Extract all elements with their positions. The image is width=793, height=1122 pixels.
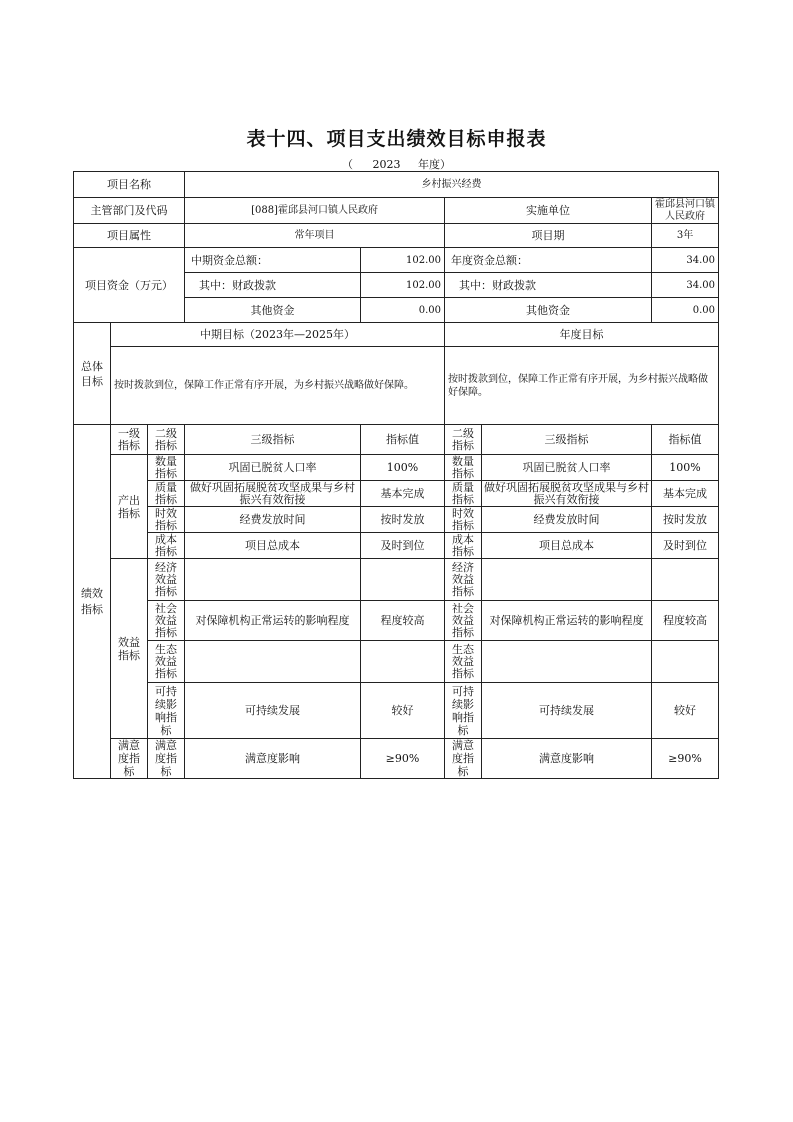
dept-label: 主管部门及代码: [74, 198, 185, 224]
value-year: [652, 559, 719, 601]
year-total-value: 34.00: [652, 248, 719, 273]
l2-mid: 可持续影响指标: [148, 683, 185, 739]
mid-fiscal-label: 其中：财政拨款: [185, 273, 361, 298]
page-title: 表十四、项目支出绩效目标申报表: [246, 128, 547, 150]
table-row: [74, 533, 719, 559]
year-fiscal-label: 其中：财政拨款: [445, 273, 652, 298]
subtitle-year: 2023: [372, 158, 401, 171]
year-goal-text: 按时拨款到位，保障工作正常有序开展，为乡村振兴战略做好保障。: [445, 347, 719, 425]
mid-goal-header: 中期目标（2023年—2025年）: [111, 323, 445, 347]
attr-value: 常年项目: [185, 224, 445, 248]
l2-mid: 时效指标: [148, 507, 185, 533]
l2-mid: 成本指标: [148, 533, 185, 559]
perf-h3-mid: 三级指标: [185, 425, 361, 455]
fund-total-row: [74, 248, 719, 273]
effect-label: 效益指标: [111, 559, 148, 739]
mid-other-label: 其他资金: [185, 298, 361, 323]
l2-year: 经济效益指标: [445, 559, 482, 601]
value-year: 程度较高: [652, 601, 719, 641]
subtitle-suffix: 年度）: [418, 158, 451, 171]
perf-h3-year: 三级指标: [482, 425, 652, 455]
l2-mid: 生态效益指标: [148, 641, 185, 683]
impl-label: 实施单位: [445, 198, 652, 224]
value-year: 100%: [652, 455, 719, 481]
value-mid: 按时发放: [361, 507, 445, 533]
value-year: [652, 641, 719, 683]
attr-row: [74, 224, 719, 248]
l2-mid: 社会效益指标: [148, 601, 185, 641]
value-year: ≥90%: [652, 739, 719, 779]
l2-mid: 经济效益指标: [148, 559, 185, 601]
dept-row: [74, 198, 719, 224]
perf-hv-year: 指标值: [652, 425, 719, 455]
l3-year: [482, 559, 652, 601]
l3-year: 巩固已脱贫人口率: [482, 455, 652, 481]
table-row: [74, 559, 719, 601]
period-value: 3年: [652, 224, 719, 248]
table-row: [74, 739, 719, 779]
value-mid: [361, 559, 445, 601]
perf-h2-year: 二级指标: [445, 425, 482, 455]
l3-mid: 经费发放时间: [185, 507, 361, 533]
l3-year: 项目总成本: [482, 533, 652, 559]
mid-fiscal-value: 102.00: [361, 273, 445, 298]
project-name-row: [74, 172, 719, 198]
l3-year: 满意度影响: [482, 739, 652, 779]
mid-total-value: 102.00: [361, 248, 445, 273]
l3-mid: 对保障机构正常运转的影响程度: [185, 601, 361, 641]
l2-mid: 满意度指标: [148, 739, 185, 779]
perf-hv-mid: 指标值: [361, 425, 445, 455]
value-mid: 及时到位: [361, 533, 445, 559]
value-mid: [361, 641, 445, 683]
l2-mid: 质量指标: [148, 481, 185, 507]
value-mid: 较好: [361, 683, 445, 739]
table-row: [74, 481, 719, 507]
value-mid: ≥90%: [361, 739, 445, 779]
attr-label: 项目属性: [74, 224, 185, 248]
mid-other-value: 0.00: [361, 298, 445, 323]
value-year: 较好: [652, 683, 719, 739]
mid-goal-text: 按时拨款到位，保障工作正常有序开展，为乡村振兴战略做好保障。: [111, 347, 445, 425]
goal-text-row: [74, 347, 719, 425]
project-name-value: 乡村振兴经费: [185, 172, 719, 198]
report-year: [0, 156, 793, 172]
goals-label: 总体目标: [74, 323, 111, 425]
project-name-label: 项目名称: [74, 172, 185, 198]
l2-mid: 数量指标: [148, 455, 185, 481]
l3-mid: 满意度影响: [185, 739, 361, 779]
l3-year: 可持续发展: [482, 683, 652, 739]
goal-header-row: [74, 323, 719, 347]
perf-h1: 一级指标: [111, 425, 148, 455]
perf-h2: 二级指标: [148, 425, 185, 455]
period-label: 项目期: [445, 224, 652, 248]
mid-total-label: 中期资金总额：: [185, 248, 361, 273]
table-row: [74, 455, 719, 481]
year-other-label: 其他资金: [445, 298, 652, 323]
table-row: [74, 641, 719, 683]
value-mid: 程度较高: [361, 601, 445, 641]
dept-value: [088]霍邱县河口镇人民政府: [185, 198, 445, 224]
l3-mid: [185, 641, 361, 683]
subtitle-open: （: [342, 158, 353, 171]
fund-label: 项目资金（万元）: [74, 248, 185, 323]
value-year: 及时到位: [652, 533, 719, 559]
l3-mid: 巩固已脱贫人口率: [185, 455, 361, 481]
year-total-label: 年度资金总额：: [445, 248, 652, 273]
year-other-value: 0.00: [652, 298, 719, 323]
value-year: 按时发放: [652, 507, 719, 533]
table-row: [74, 601, 719, 641]
l3-mid: [185, 559, 361, 601]
output-label: 产出指标: [111, 455, 148, 559]
impl-value: 霍邱县河口镇人民政府: [652, 198, 719, 224]
l3-year: 做好巩固拓展脱贫攻坚成果与乡村振兴有效衔接: [482, 481, 652, 507]
l2-year: 成本指标: [445, 533, 482, 559]
l3-year: [482, 641, 652, 683]
l2-year: 社会效益指标: [445, 601, 482, 641]
perf-label: 绩效指标: [74, 425, 111, 779]
l3-mid: 项目总成本: [185, 533, 361, 559]
l2-year: 可持续影响指标: [445, 683, 482, 739]
value-year: 基本完成: [652, 481, 719, 507]
l2-year: 质量指标: [445, 481, 482, 507]
performance-table: [73, 171, 719, 779]
value-mid: 100%: [361, 455, 445, 481]
l3-year: 对保障机构正常运转的影响程度: [482, 601, 652, 641]
year-fiscal-value: 34.00: [652, 273, 719, 298]
table-row: [74, 507, 719, 533]
l2-year: 数量指标: [445, 455, 482, 481]
l2-year: 生态效益指标: [445, 641, 482, 683]
l2-year: 时效指标: [445, 507, 482, 533]
l2-year: 满意度指标: [445, 739, 482, 779]
table-row: [74, 683, 719, 739]
value-mid: 基本完成: [361, 481, 445, 507]
perf-header-row: [74, 425, 719, 455]
l3-year: 经费发放时间: [482, 507, 652, 533]
l3-mid: 做好巩固拓展脱贫攻坚成果与乡村振兴有效衔接: [185, 481, 361, 507]
satisfy-label: 满意度指标: [111, 739, 148, 779]
l3-mid: 可持续发展: [185, 683, 361, 739]
year-goal-header: 年度目标: [445, 323, 719, 347]
